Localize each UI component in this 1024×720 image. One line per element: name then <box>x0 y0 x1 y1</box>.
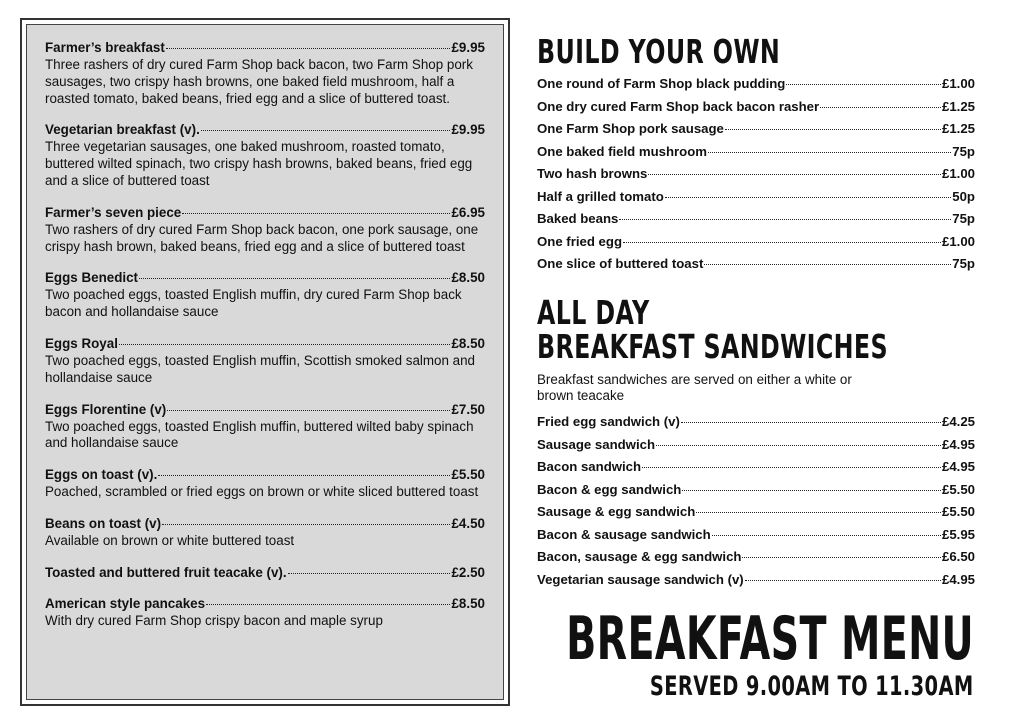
menu-item <box>45 402 485 453</box>
menu-item-line <box>537 234 975 257</box>
menu-item-name: American style pancakes <box>45 595 206 611</box>
menu-item-description: Three rashers of dry cured Farm Shop back bacon, two Farm Shop pork sausages, two crispy hash browns, one baked field mushroom, half a roasted tomato, baked beans, fried egg and a slice of buttered toast. <box>45 57 473 106</box>
menu-item-price: £2.50 <box>451 564 485 580</box>
menu-item-name: Farmer’s seven piece <box>45 204 182 220</box>
menu-item-price: £1.00 <box>941 166 975 181</box>
menu-item-price: £4.95 <box>941 571 975 587</box>
menu-item-line <box>537 144 975 167</box>
menu-item-price: £1.25 <box>941 121 975 136</box>
menu-item <box>45 122 485 189</box>
dot-leader <box>158 475 450 476</box>
menu-item-description: Available on brown or white buttered toast <box>45 532 295 548</box>
menu-item-name: Bacon & sausage sandwich <box>537 526 711 542</box>
menu-item-name: Eggs Royal <box>45 335 118 351</box>
menu-item-price: £8.50 <box>451 595 485 611</box>
dot-leader <box>201 130 451 131</box>
menu-item-name: One Farm Shop pork sausage <box>537 121 724 136</box>
dot-leader <box>619 219 951 220</box>
menu-item-line <box>537 549 975 572</box>
menu-item-line <box>537 572 975 595</box>
menu-item-price: £1.00 <box>941 76 975 91</box>
menu-item-line <box>45 40 485 56</box>
menu-item-price: £6.50 <box>941 549 975 564</box>
menu-item-price: £8.50 <box>451 335 485 351</box>
menu-item-price: £1.25 <box>941 98 975 114</box>
menu-item-price: £4.25 <box>941 414 975 429</box>
menu-item <box>45 516 485 550</box>
dot-leader <box>656 445 941 446</box>
menu-item-price: £5.50 <box>451 467 485 483</box>
menu-item-line <box>537 166 975 189</box>
dot-leader <box>623 242 941 243</box>
menu-item-name: One slice of buttered toast <box>537 256 704 271</box>
dot-leader <box>167 410 450 411</box>
menu-item-name: Bacon sandwich <box>537 459 642 474</box>
menu-item-price: £4.50 <box>451 515 485 531</box>
menu-item-name: Bacon & egg sandwich <box>537 481 682 497</box>
menu-item-name: Sausage sandwich <box>537 436 655 452</box>
menu-item-name: Vegetarian sausage sandwich (v) <box>537 571 744 587</box>
menu-item-price: £1.00 <box>941 233 975 249</box>
menu-item-name: Vegetarian breakfast (v). <box>45 122 200 138</box>
dot-leader <box>745 580 941 581</box>
menu-item-name: Bacon, sausage & egg sandwich <box>537 549 742 564</box>
build-your-own-heading: BUILD YOUR OWN <box>537 32 781 71</box>
menu-item-description: Two poached eggs, toasted English muffin, buttered wilted baby spinach and hollandaise sauce <box>45 418 474 451</box>
menu-item-description: Two poached eggs, toasted English muffin, dry cured Farm Shop back bacon and hollandaise sauce <box>45 287 462 320</box>
dot-leader <box>119 344 451 345</box>
menu-title: BREAKFAST MENU <box>566 604 974 674</box>
dot-leader <box>288 573 451 574</box>
menu-item-price: £6.95 <box>451 204 485 220</box>
menu-item-line <box>45 205 485 221</box>
dot-leader <box>820 107 941 108</box>
menu-item-name: Eggs Florentine (v) <box>45 401 167 417</box>
menu-item-price: 50p <box>952 188 975 204</box>
menu-item-price: £7.50 <box>451 401 485 417</box>
menu-item-name: Half a grilled tomato <box>537 188 664 204</box>
menu-item-line <box>45 336 485 352</box>
dot-leader <box>696 512 941 513</box>
dot-leader <box>162 524 450 525</box>
menu-item-line <box>537 211 975 234</box>
dot-leader <box>682 490 941 491</box>
menu-item-description: Poached, scrambled or fried eggs on brown or white sliced buttered toast <box>45 484 479 500</box>
menu-item-description: Three vegetarian sausages, one baked mushroom, roasted tomato, buttered wilted spinach, two crispy hash browns, baked beans, fried egg and a slice of buttered toast <box>45 139 473 188</box>
menu-item-line <box>45 122 485 138</box>
menu-item-line <box>537 527 975 550</box>
menu-item-name: One baked field mushroom <box>537 143 708 159</box>
menu-item-line <box>537 459 975 482</box>
menu-item-description: Two poached eggs, toasted English muffin, Scottish smoked salmon and hollandaise sauce <box>45 352 475 385</box>
menu-item-line <box>45 402 485 418</box>
menu-item <box>45 40 485 107</box>
breakfast-dishes-panel <box>20 18 510 706</box>
menu-item-name: Fried egg sandwich (v) <box>537 414 680 429</box>
dot-leader <box>712 535 941 536</box>
build-your-own-list <box>537 76 975 279</box>
menu-item-line <box>537 189 975 212</box>
menu-item-line <box>537 504 975 527</box>
menu-item <box>45 336 485 387</box>
menu-item-price: 75p <box>952 143 975 159</box>
menu-item <box>45 467 485 501</box>
menu-item-name: One round of Farm Shop black pudding <box>537 76 786 91</box>
menu-item-price: £4.95 <box>941 436 975 452</box>
dot-leader <box>708 152 951 153</box>
menu-item <box>45 270 485 321</box>
menu-item-line <box>45 516 485 532</box>
menu-item <box>45 565 485 581</box>
served-times: SERVED 9.00AM TO 11.30AM <box>650 671 974 702</box>
sandwiches-heading-line2: BREAKFAST SANDWICHES <box>537 327 888 366</box>
menu-item-price: £5.95 <box>941 526 975 542</box>
menu-item-name: Sausage & egg sandwich <box>537 504 696 519</box>
menu-item-line <box>537 76 975 99</box>
dot-leader <box>704 264 951 265</box>
menu-item-price: £5.50 <box>941 504 975 519</box>
dot-leader <box>665 197 952 198</box>
menu-item-name: Eggs on toast (v). <box>45 467 158 483</box>
menu-item-description: With dry cured Farm Shop crispy bacon and maple syrup <box>45 612 383 628</box>
menu-item-name: Two hash browns <box>537 166 648 181</box>
menu-item-line <box>537 437 975 460</box>
menu-item <box>45 205 485 256</box>
dot-leader <box>206 604 450 605</box>
menu-item-price: £9.95 <box>451 40 485 55</box>
menu-item-price: 75p <box>952 211 975 226</box>
menu-item-name: Beans on toast (v) <box>45 515 162 531</box>
sandwiches-intro: Breakfast sandwiches are served on either a white or brown teacake <box>537 372 852 403</box>
menu-item-price: £5.50 <box>941 481 975 497</box>
menu-item <box>45 596 485 630</box>
dot-leader <box>742 557 941 558</box>
menu-item-price: £8.50 <box>451 270 485 286</box>
menu-item-name: One dry cured Farm Shop back bacon rasher <box>537 98 820 114</box>
menu-item-line <box>537 482 975 505</box>
menu-item-description: Two rashers of dry cured Farm Shop back bacon, one pork sausage, one crispy hash brown, baked beans, fried egg and a slice of buttered toast <box>45 221 479 254</box>
breakfast-dishes-list <box>26 24 504 700</box>
dot-leader <box>648 174 941 175</box>
sandwiches-heading-line1: ALL DAY <box>537 293 650 332</box>
menu-item-line <box>537 256 975 279</box>
menu-item-name: Eggs Benedict <box>45 270 139 286</box>
menu-item-line <box>45 596 485 612</box>
dot-leader <box>166 48 451 49</box>
sandwiches-heading <box>537 293 888 366</box>
menu-item-line <box>537 99 975 122</box>
menu-item-line <box>45 467 485 483</box>
menu-item-line <box>45 565 485 581</box>
dot-leader <box>681 422 941 423</box>
menu-item-name: Toasted and buttered fruit teacake (v). <box>45 564 287 580</box>
menu-item-line <box>537 414 975 437</box>
menu-item-price: 75p <box>952 256 975 271</box>
menu-item-name: Farmer’s breakfast <box>45 40 165 55</box>
dot-leader <box>786 84 941 85</box>
menu-item-price: £9.95 <box>451 122 485 138</box>
menu-item-price: £4.95 <box>941 459 975 474</box>
menu-item-line <box>537 121 975 144</box>
menu-item-line <box>45 270 485 286</box>
dot-leader <box>725 129 941 130</box>
dot-leader <box>139 278 450 279</box>
menu-item-name: One fried egg <box>537 233 622 249</box>
sandwiches-list <box>537 414 975 594</box>
dot-leader <box>182 213 450 214</box>
menu-item-name: Baked beans <box>537 211 619 226</box>
dot-leader <box>642 467 941 468</box>
